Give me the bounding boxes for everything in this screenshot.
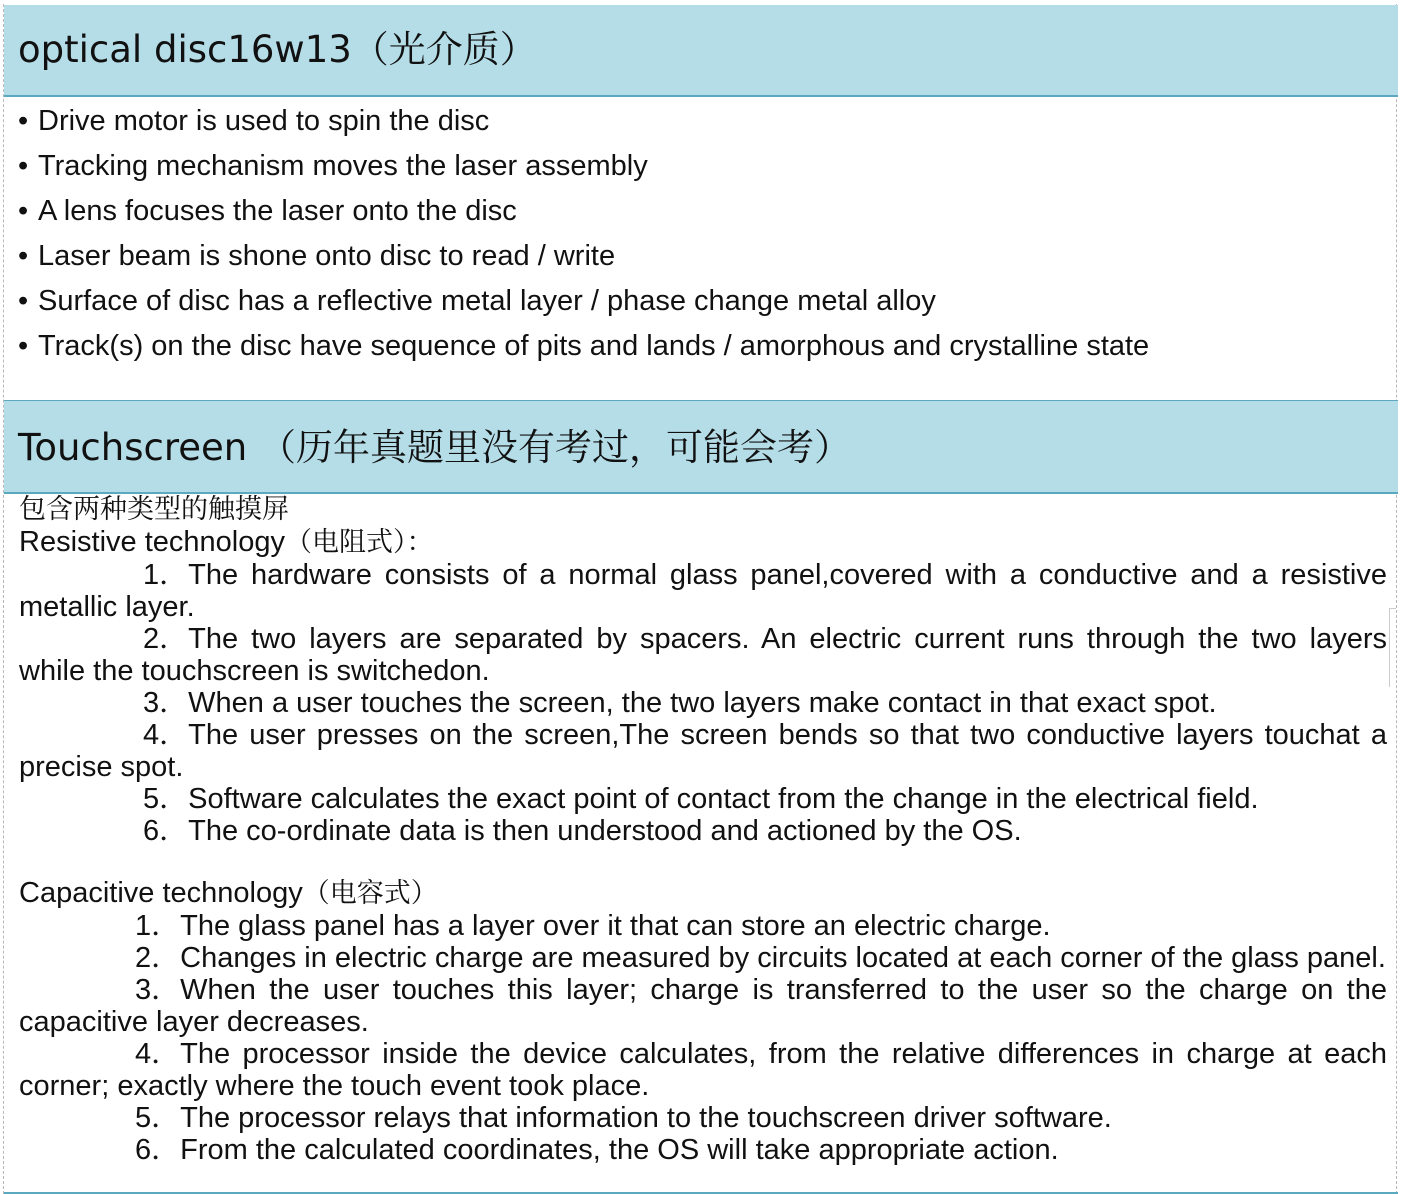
resistive-item: 5．Software calculates the exact point of contact from the change in the electrical field. (143, 783, 1259, 815)
bullet-dot: • (18, 285, 29, 317)
capacitive-item: 2．Changes in electric charge are measured by circuits located at each corner of the glass panel. (135, 942, 1386, 974)
resistive-item: 4．The user presses on the screen,The screen bends so that two conductive layers touchat a precise spot. (19, 719, 1387, 783)
capacitive-item: 3．When the user touches this layer; charge is transferred to the user so the charge on the capacitive layer decreases. (19, 974, 1387, 1038)
capacitive-heading: Capacitive technology（电容式） (19, 877, 438, 909)
bullet-dot: • (18, 150, 29, 182)
bullet-dot: • (18, 240, 29, 272)
bullet-item: • Drive motor is used to spin the disc (18, 102, 1378, 147)
slide-page (3, 4, 1397, 1194)
capacitive-item: 5．The processor relays that information to the touchscreen driver software. (135, 1102, 1112, 1134)
bullet-item: • Surface of disc has a reflective metal layer / phase change metal alloy (18, 282, 1378, 327)
bullet-list (18, 102, 1378, 372)
resistive-item: 3．When a user touches the screen, the two layers make contact in that exact spot. (143, 687, 1217, 719)
resistive-item: 6．The co-ordinate data is then understood and actioned by the OS. (143, 815, 1022, 847)
capacitive-item: 4．The processor inside the device calculates, from the relative differences in charge at each corner; exactly where the touch event took place. (19, 1038, 1387, 1102)
section-header-touchscreen (4, 400, 1398, 494)
spacer (19, 847, 1387, 877)
intro-text: 包含两种类型的触摸屏 (19, 494, 289, 525)
bullet-dot: • (18, 105, 29, 137)
page-edge-marker (1389, 608, 1396, 687)
bullet-dot: • (18, 330, 29, 362)
section-header-optical-disc (4, 5, 1398, 97)
resistive-item: 1．The hardware consists of a normal glass panel,covered with a conductive and a resistive metallic layer. (19, 559, 1387, 623)
bullet-item: • Track(s) on the disc have sequence of pits and lands / amorphous and crystalline state (18, 327, 1378, 372)
capacitive-item: 1．The glass panel has a layer over it that can store an electric charge. (135, 910, 1051, 942)
bullet-item: • A lens focuses the laser onto the disc (18, 192, 1378, 237)
section-title: Touchscreen （历年真题里没有考过，可能会考） (18, 426, 851, 469)
bullet-item: • Tracking mechanism moves the laser assembly (18, 147, 1378, 192)
capacitive-item: 6．From the calculated coordinates, the OS will take appropriate action. (135, 1134, 1059, 1166)
resistive-heading: Resistive technology（电阻式）： (19, 526, 434, 558)
bullet-dot: • (18, 195, 29, 227)
section-title: optical disc16w13（光介质） (18, 28, 537, 71)
touchscreen-body (19, 494, 1387, 1166)
resistive-item: 2．The two layers are separated by spacers. An electric current runs through the two layers while the touchscreen is switchedon. (19, 623, 1387, 687)
bullet-item: • Laser beam is shone onto disc to read / write (18, 237, 1378, 282)
